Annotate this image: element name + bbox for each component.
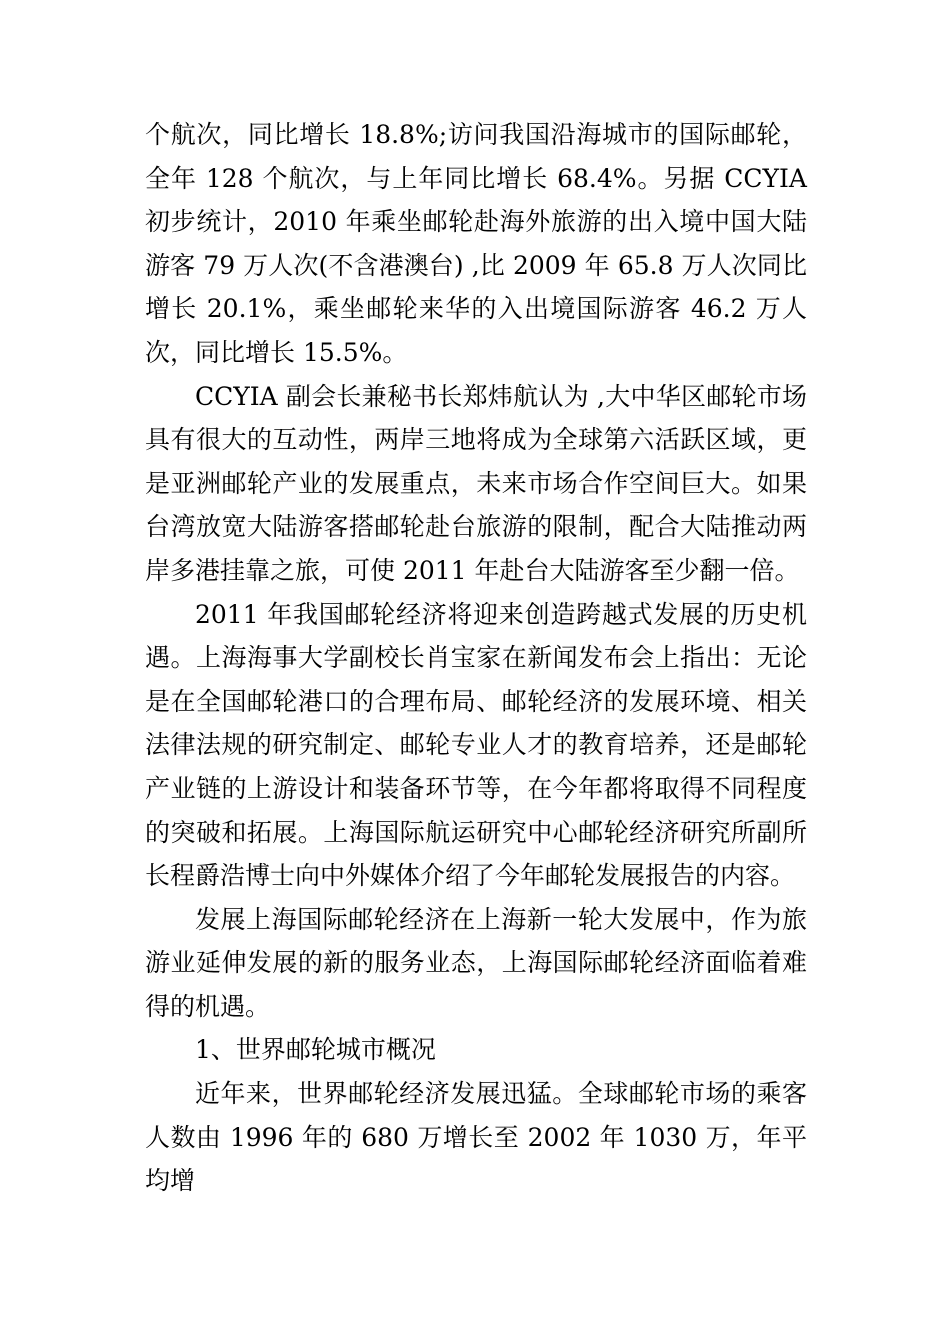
section-heading: 1、世界邮轮城市概况 — [195, 1035, 436, 1065]
body-text — [145, 113, 807, 1203]
paragraph-world-overview: 近年来，世界邮轮经济发展迅猛。全球邮轮市场的乘客人数由 1996 年的 680 万增长至 2002 年 1030 万，年平均增 — [145, 1079, 807, 1196]
paragraph-2011-opportunity: 2011 年我国邮轮经济将迎来创造跨越式发展的历史机遇。上海海事大学副校长肖宝家在新闻发布会上指出：无论是在全国邮轮港口的合理布局、邮轮经济的发展环境、相关法律法规的研究制定、邮轮专业人才的教育培养，还是邮轮产业链的上游设计和装备环节等，在今年都将取得不同程度的突破和拓展。上海国际航运研究中心邮轮经济研究所副所长程爵浩博士向中外媒体介绍了今年邮轮发展报告的内容。 — [145, 599, 807, 891]
paragraph-ccyia-comment: CCYIA 副会长兼秘书长郑炜航认为 ,大中华区邮轮市场具有很大的互动性，两岸三地将成为全球第六活跃区域，更是亚洲邮轮产业的发展重点，未来市场合作空间巨大。如果台湾放宽大陆游客搭邮轮赴台旅游的限制，配合大陆推动两岸多港挂靠之旅，可使 2011 年赴台大陆游客至少翻一倍。 — [145, 381, 807, 585]
paragraph-cruise-statistics: 个航次，同比增长 18.8%;访问我国沿海城市的国际邮轮，全年 128 个航次，与上年同比增长 68.4%。另据 CCYIA 初步统计，2010 年乘坐邮轮赴海外旅游的出入境中国大陆游客 79 万人次(不含港澳台) ,比 2009 年 65.8 万人次同比增长 20.1%，乘坐邮轮来华的入出境国际游客 46.2 万人次，同比增长 15.5%。 — [145, 120, 807, 367]
paragraph-shanghai-development: 发展上海国际邮轮经济在上海新一轮大发展中，作为旅游业延伸发展的新的服务业态，上海国际邮轮经济面临着难得的机遇。 — [145, 904, 807, 1021]
